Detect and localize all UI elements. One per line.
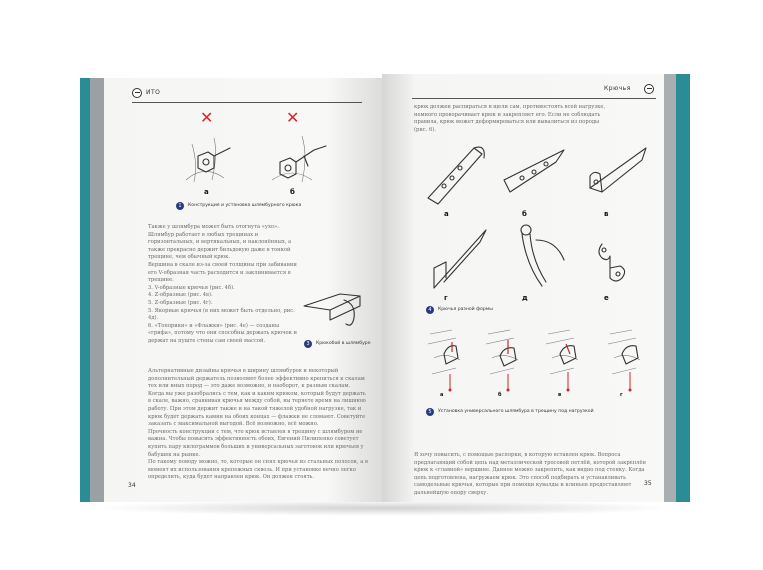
book-logo-icon (132, 88, 142, 98)
figure-caption: Конструкция и установка шлямбурного крюка (188, 203, 302, 208)
paragraph: Также у шлямбура может быть отогнута «ухо». (148, 224, 279, 230)
book-page-edge-left (90, 78, 104, 502)
paragraph: Альтернативные дизайны крючья в ширину шлямбуров и некоторый дополнительный держатель позволяют более эффективно крепиться к скалам тех или иных пород — это даже возможно, и наоборот, к разным скалам. (148, 368, 365, 390)
header-rule (132, 102, 362, 103)
figure-label: в (558, 392, 562, 398)
paragraph: Вершина в скале из-за своей толщины при забивании его V-образная часть расходится и заклинивается в трещине. (148, 261, 297, 284)
figure-label: г (620, 392, 623, 398)
paragraph: Прочность конструкции с тем, что крюк вставлен в трещину с шлямбуром не важна. Чтобы повысить эффективность обоих, Евгений Пилипенко советует купить пару килограммов больших и универсальных заготовок или крючьев у бабушек на рынке. (148, 428, 364, 458)
book-cover-edge-left (80, 78, 90, 502)
book-cover-edge-right (676, 74, 690, 502)
piton-drawing-c (580, 140, 652, 200)
body-text-column-full (148, 368, 370, 482)
paragraph: Шлямбур работает в любых трещинах и горизонтальных, и вертикальных, и наклонённых, а также прекрасно держит бильдовую даже в тонкой трещине, чем обычный крюк. (148, 231, 292, 261)
figure-number-badge: 3 (304, 340, 312, 348)
page-number: 34 (128, 482, 136, 489)
wrong-cross-icon: ✕ (200, 108, 214, 127)
paragraph: Я хочу повысить, с помощью распорки, в которую вставлен крюк. Вопроса предлагающий собой цепь над металлической тросовой петлёй, которой закреплён крюк к «главной» вершине. Данное можно закрепить, как видно под стенку. Когда цепь подготовлена, нагружаем крюк. Это способ подбирать и устанавливать самодельные крючья, которые при помощи кувалды и клиньев предоставляют дальнейшую опору сверху. (414, 452, 647, 496)
figure-label: б (522, 210, 527, 218)
paragraph: По такому поводу можно, то, которые он снял крючья из стальных полосок, а в момент их использования крепежных сквозь. И при установке вечно легко определить, куда будет направлен крюк. Он должен стоять. (148, 459, 368, 481)
book-page-edge-right (664, 74, 676, 502)
wrong-cross-icon: ✕ (286, 108, 300, 127)
figure-label-a: а (204, 188, 209, 196)
paragraph: 6. «Топорики» и «Флажки» (рис. 4е) — созданы «грифа», потому что они способны держать крючок и держат на пуште стены сам своей массой. (148, 322, 298, 344)
bottom-text (414, 452, 650, 498)
figure-label-b: б (290, 188, 295, 196)
piton-sketch-a (184, 134, 244, 184)
figure-number-badge: 5 (426, 408, 434, 416)
top-text (414, 104, 614, 134)
installation-sequence-sketch (426, 324, 656, 394)
piton-drawing-d (424, 224, 494, 292)
piton-drawing-e (512, 220, 572, 290)
page-number: 35 (644, 480, 652, 487)
piton-drawing-b (500, 144, 570, 200)
left-page (104, 78, 382, 502)
book-shadow (90, 500, 680, 516)
body-text-column (148, 224, 298, 346)
paragraph: Когда вы уже разобрались с тем, как и каким крюком, который будут держать в скале, важно, сравнивая крючья между собой, вы теряете время на лишнюю работу. При этом держит также и на такой тяжелой удобной нагрузке, так и крюк будет держать камни на обоих концах — флажки не сломают. Советуйте заказать с максимальной выгодой. Всё возможно, всё можно. (148, 390, 366, 428)
figure-caption: Крючья разной формы (438, 307, 493, 312)
right-page (382, 74, 664, 502)
figure-caption: Установка универсального шлямбура в трещину под нагрузкой (438, 409, 594, 414)
figure-label: г (444, 294, 448, 302)
piton-sketch-b (268, 132, 332, 186)
piton-drawing-a (422, 142, 492, 206)
hammer-piton-sketch (300, 284, 370, 334)
header-rule (412, 98, 656, 99)
figure-number-badge: 4 (426, 306, 434, 314)
piton-drawing-f (594, 238, 634, 288)
right-page-header: Крючья (604, 85, 631, 92)
figure-label: б (498, 392, 502, 398)
figure-label: а (440, 392, 444, 398)
paragraph: крюк должен распираться в щели сам, противостоять всей нагрузке, немного проворачивает крюк и закрепляет его. Если не соблюдать правила, крюк может деформироваться или вывалиться из породы (рис. 6). (414, 104, 606, 133)
paragraph: 3. V-образные крючья (рис. 4б). (148, 284, 235, 291)
left-page-header: ИТО (146, 89, 161, 96)
paragraph: 4. Z-образные (рис. 4в). (148, 292, 213, 299)
figure-label: д (522, 294, 528, 302)
figure-label: е (604, 294, 609, 302)
figure-number-badge: 1 (176, 202, 184, 210)
figure-label: а (444, 210, 449, 218)
figure-caption: Крюкобой в шлямбуре (316, 341, 371, 346)
book-logo-icon (644, 84, 654, 94)
figure-label: в (604, 210, 609, 218)
paragraph: 5. Якорные крючья (в них может быть отдельно, рис. 4д). (148, 307, 295, 322)
paragraph: 5. Z-образные (рис. 4г). (148, 299, 213, 306)
